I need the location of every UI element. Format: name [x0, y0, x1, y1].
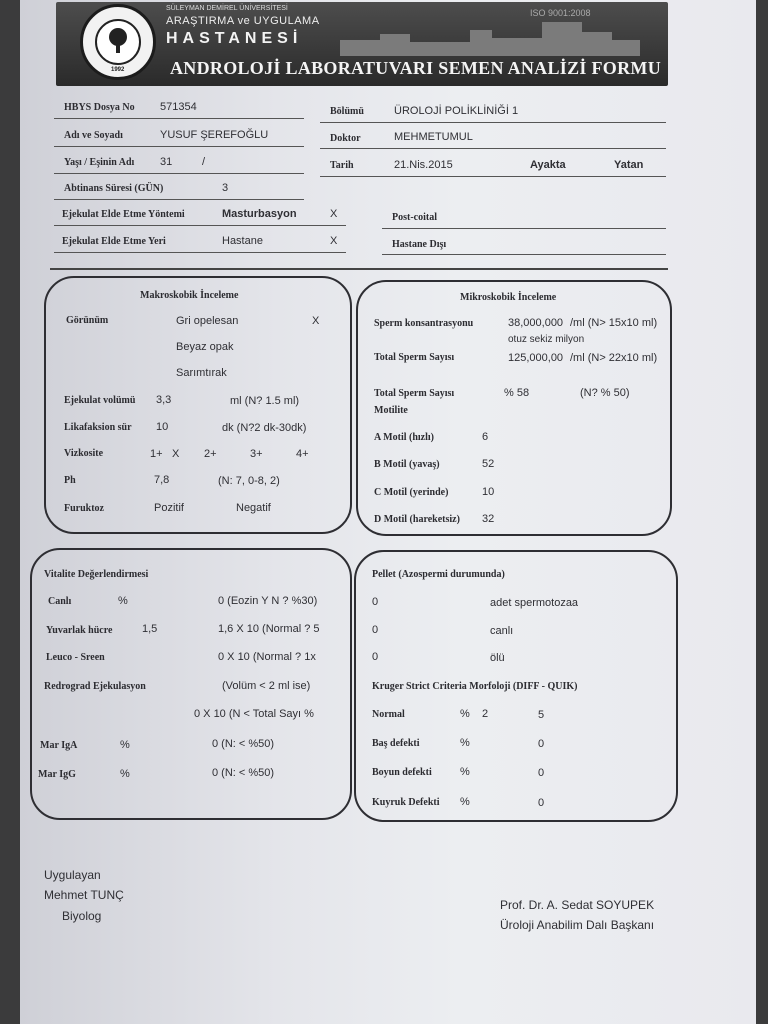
yontem-mark: X: [330, 208, 338, 220]
pellet-r1-value: 0: [372, 596, 379, 608]
yer-label: Ejekulat Elde Etme Yeri: [62, 236, 166, 247]
igg-label: Mar IgG: [38, 769, 76, 780]
ph-ref: (N: 7, 0-8, 2): [218, 475, 280, 487]
kuyruk-value: 0: [538, 797, 545, 809]
fur-pos: Pozitif: [154, 502, 184, 514]
normal-label: Normal: [372, 709, 405, 720]
motil-value: % 58: [504, 387, 530, 399]
gorunum-2: Beyaz opak: [176, 341, 234, 353]
boyun-value: 0: [538, 767, 545, 779]
yuv-value: 1,5: [142, 623, 158, 635]
redro-ref: (Volüm < 2 ml ise): [222, 680, 311, 692]
ayakta-label: Ayakta: [530, 159, 566, 171]
ad-label: Adı ve Soyadı: [64, 130, 123, 141]
yer-value: Hastane: [222, 235, 263, 247]
university-name: SÜLEYMAN DEMİREL ÜNİVERSİTESİ: [166, 5, 288, 12]
kuyruk-pct: %: [460, 796, 470, 808]
gorunum-label: Görünüm: [66, 315, 109, 326]
logo-year: 1992: [111, 67, 125, 73]
c-motil-value: 10: [482, 486, 495, 498]
bas-value: 0: [538, 738, 545, 750]
motil-ref: (N? % 50): [580, 387, 630, 399]
vis-2: 2+: [204, 448, 217, 460]
lik-value: 10: [156, 421, 169, 433]
tarih-value: 21.Nis.2015: [394, 159, 453, 171]
boyun-pct: %: [460, 766, 470, 778]
leu-ref: 0 X 10 (Normal ? 1x: [218, 651, 316, 663]
konsant-label: Sperm konsantrasyonu: [374, 318, 474, 329]
motil-label1: Total Sperm Sayısı: [374, 388, 455, 399]
postcoital-label: Post-coital: [392, 212, 437, 223]
bas-pct: %: [460, 737, 470, 749]
vis-1: 1+: [150, 448, 163, 460]
volum-label: Ejekulat volümü: [64, 395, 136, 406]
gorunum-1: Gri opelesan: [176, 315, 239, 327]
normal-pct: %: [460, 708, 470, 720]
bolum-label: Bölümü: [330, 106, 364, 117]
d-motil-value: 32: [482, 513, 495, 525]
pellet-r2-value: 0: [372, 624, 379, 636]
vis-mark: X: [172, 448, 180, 460]
pellet-r1-label: adet spermotozaa: [490, 597, 579, 609]
ph-label: Ph: [64, 475, 76, 486]
lik-ref: dk (N?2 dk-30dk): [222, 422, 307, 434]
tarih-label: Tarih: [330, 160, 354, 171]
motil-label2: Motilite: [374, 405, 408, 416]
hastane-disi-label: Hastane Dışı: [392, 239, 447, 250]
total-label: Total Sperm Sayısı: [374, 352, 455, 363]
total-ref: /ml (N> 22x10 ml): [570, 352, 658, 364]
b-motil-label: B Motil (yavaş): [374, 459, 440, 470]
vis-3: 3+: [250, 448, 263, 460]
yontem-value: Masturbasyon: [222, 208, 297, 220]
pellet-r3-label: ölü: [490, 652, 505, 664]
konsant-value: 38,000,000: [508, 317, 564, 329]
b-motil-value: 52: [482, 458, 495, 470]
c-motil-label: C Motil (yerinde): [374, 487, 449, 498]
kuyruk-label: Kuyruk Defekti: [372, 797, 440, 808]
vitalite-title: Vitalite Değerlendirmesi: [44, 569, 149, 580]
mikro-title: Mikroskobik İnceleme: [460, 292, 557, 303]
iga-label: Mar IgA: [40, 740, 78, 751]
a-motil-label: A Motil (hızlı): [374, 432, 434, 443]
normal-ref: 5: [538, 709, 545, 721]
konsant-ref: /ml (N> 15x10 ml): [570, 317, 658, 329]
yontem-label: Ejekulat Elde Etme Yöntemi: [62, 209, 185, 220]
volum-ref: ml (N? 1.5 ml): [230, 395, 300, 407]
fur-neg: Negatif: [236, 502, 271, 514]
kruger-title: Kruger Strict Criteria Morfoloji (DIFF - QUIK): [372, 681, 578, 692]
gorunum-3: Sarımtırak: [176, 367, 227, 379]
iga-pct: %: [120, 739, 130, 751]
igg-value: 0 (N: < %50): [212, 767, 275, 779]
vis-4: 4+: [296, 448, 309, 460]
bolum-value: ÜROLOJİ POLİKLİNİĞİ 1: [394, 105, 519, 117]
doktor-value: MEHMETUMUL: [394, 131, 473, 143]
gorunum-mark: X: [312, 315, 320, 327]
ph-value: 7,8: [154, 474, 170, 486]
canli-value: 0 (Eozin Y N ? %30): [218, 595, 318, 607]
ad-value: YUSUF ŞEREFOĞLU: [160, 129, 269, 141]
prof-dept: Üroloji Anabilim Dalı Başkanı: [500, 918, 655, 932]
redro-label: Redrograd Ejekulasyon: [44, 681, 146, 692]
volum-value: 3,3: [156, 394, 172, 406]
yas-label: Yaşı / Eşinin Adı: [64, 157, 135, 168]
igg-pct: %: [120, 768, 130, 780]
section-divider: [50, 268, 668, 270]
yatan-label: Yatan: [614, 159, 644, 171]
uygulayan-title: Biyolog: [62, 909, 102, 923]
leu-label: Leuco - Sreen: [46, 652, 105, 663]
makro-title: Makroskobik İnceleme: [140, 290, 239, 301]
hospital-logo: [80, 4, 156, 80]
lik-label: Likafaksion sür: [64, 422, 132, 433]
dosya-value: 571354: [160, 101, 197, 113]
header-line2: ARAŞTIRMA ve UYGULAMA: [166, 15, 320, 27]
normal-value: 2: [482, 708, 489, 720]
pellet-r2-label: canlı: [490, 625, 514, 637]
redro-ref2: 0 X 10 (N < Total Sayı %: [194, 708, 314, 720]
vis-label: Vizkosite: [64, 448, 104, 459]
total-value: 125,000,00: [508, 352, 564, 364]
yuv-label: Yuvarlak hücre: [46, 625, 113, 636]
pellet-r3-value: 0: [372, 651, 379, 663]
pellet-title: Pellet (Azospermi durumunda): [372, 569, 505, 580]
prof-name: Prof. Dr. A. Sedat SOYUPEK: [500, 898, 655, 912]
d-motil-label: D Motil (hareketsiz): [374, 514, 460, 525]
uygulayan-label: Uygulayan: [44, 868, 101, 882]
header-hospital: HASTANESİ: [166, 30, 303, 47]
boyun-label: Boyun defekti: [372, 767, 432, 778]
iso-badge: ISO 9001:2008: [530, 8, 591, 18]
yas-value: 31: [160, 156, 173, 168]
hospital-buildings-icon: [340, 18, 640, 56]
abstinans-value: 3: [222, 182, 229, 194]
yuv-ref: 1,6 X 10 (Normal ? 5: [218, 623, 320, 635]
fur-label: Furuktoz: [64, 503, 104, 514]
canli-pct: %: [118, 595, 128, 607]
doktor-label: Doktor: [330, 133, 361, 144]
form-title: ANDROLOJİ LABORATUVARI SEMEN ANALİZİ FORMU: [170, 58, 661, 78]
bas-label: Baş defekti: [372, 738, 420, 749]
iga-value: 0 (N: < %50): [212, 738, 275, 750]
yas-separator: /: [202, 156, 206, 168]
abstinans-label: Abtinans Süresi (GÜN): [64, 183, 164, 194]
a-motil-value: 6: [482, 431, 489, 443]
canli-label: Canlı: [48, 596, 72, 607]
tree-emblem-icon: [95, 19, 141, 65]
dosya-label: HBYS Dosya No: [64, 102, 135, 113]
uygulayan-name: Mehmet TUNÇ: [44, 888, 124, 902]
yer-mark: X: [330, 235, 338, 247]
konsant-words: otuz sekiz milyon: [508, 334, 585, 345]
